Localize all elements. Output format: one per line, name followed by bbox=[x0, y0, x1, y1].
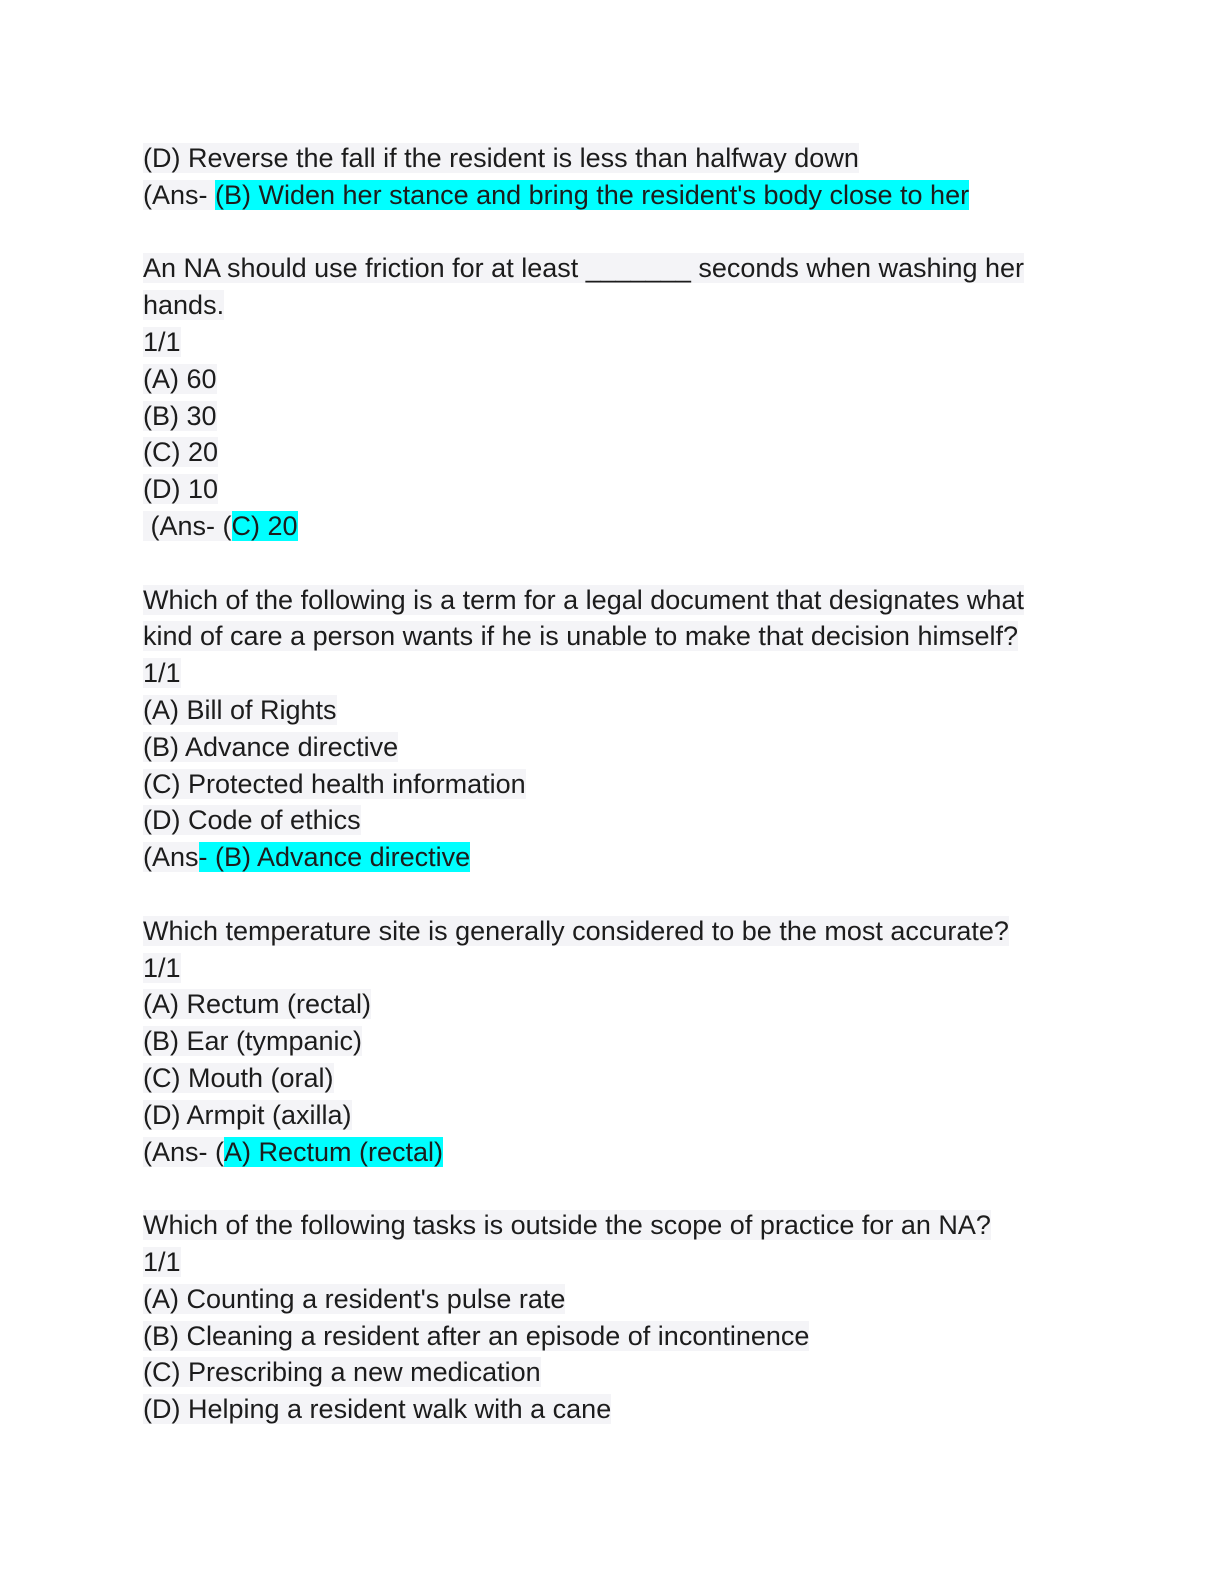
answer-highlight: - (B) Advance directive bbox=[198, 842, 471, 873]
option-a: (A) 60 bbox=[143, 363, 217, 394]
option-d: (D) 10 bbox=[143, 474, 219, 505]
spacer bbox=[143, 545, 1063, 582]
option-b: (B) 30 bbox=[143, 400, 217, 431]
option-b: (B) Cleaning a resident after an episode of incontinence bbox=[143, 1320, 810, 1351]
option-d: (D) Armpit (axilla) bbox=[143, 1099, 352, 1130]
question-block bbox=[143, 1207, 1063, 1428]
question-score: 1/1 bbox=[143, 1246, 181, 1277]
spacer bbox=[143, 1170, 1063, 1207]
option-b: (B) Advance directive bbox=[143, 731, 399, 762]
carryover-option-d: (D) Reverse the fall if the resident is less than halfway down bbox=[143, 143, 859, 173]
answer-highlight: (B) Widen her stance and bring the resident's body close to her bbox=[215, 179, 970, 210]
option-a: (A) Rectum (rectal) bbox=[143, 989, 372, 1020]
option-c: (C) Mouth (oral) bbox=[143, 1062, 334, 1093]
question-score: 1/1 bbox=[143, 326, 181, 357]
option-a: (A) Bill of Rights bbox=[143, 694, 337, 725]
carryover-answer-line bbox=[143, 177, 1063, 214]
document-body bbox=[143, 140, 1063, 1428]
question-stem-line: Which of the following is a term for a legal document that designates what bbox=[143, 584, 1024, 615]
question-stem-line: Which of the following tasks is outside the scope of practice for an NA? bbox=[143, 1210, 991, 1241]
answer-line bbox=[143, 1134, 1063, 1171]
option-d: (D) Code of ethics bbox=[143, 805, 361, 836]
question-stem-line: hands. bbox=[143, 290, 225, 321]
option-c: (C) Prescribing a new medication bbox=[143, 1357, 541, 1388]
answer-highlight: C) 20 bbox=[231, 510, 298, 541]
option-b: (B) Ear (tympanic) bbox=[143, 1026, 363, 1057]
spacer bbox=[143, 214, 1063, 251]
option-d: (D) Helping a resident walk with a cane bbox=[143, 1394, 612, 1425]
answer-prefix: (Ans bbox=[143, 842, 199, 873]
question-stem-line: Which temperature site is generally considered to be the most accurate? bbox=[143, 915, 1009, 946]
answer-prefix: (Ans- bbox=[143, 179, 216, 210]
question-score: 1/1 bbox=[143, 658, 181, 689]
question-stem-line: An NA should use friction for at least _______ seconds when washing her bbox=[143, 253, 1025, 284]
option-c: (C) Protected health information bbox=[143, 768, 526, 799]
option-a: (A) Counting a resident's pulse rate bbox=[143, 1283, 566, 1314]
spacer bbox=[143, 876, 1063, 913]
answer-line bbox=[143, 839, 1063, 876]
option-c: (C) 20 bbox=[143, 437, 219, 468]
question-block bbox=[143, 250, 1063, 544]
answer-line bbox=[143, 508, 1063, 545]
question-score: 1/1 bbox=[143, 952, 181, 983]
question-block bbox=[143, 582, 1063, 876]
question-block bbox=[143, 913, 1063, 1171]
answer-prefix: (Ans- ( bbox=[143, 1136, 224, 1167]
question-stem-line: kind of care a person wants if he is unable to make that decision himself? bbox=[143, 621, 1018, 652]
answer-prefix: (Ans- ( bbox=[143, 510, 232, 541]
answer-highlight: A) Rectum (rectal) bbox=[224, 1136, 444, 1167]
